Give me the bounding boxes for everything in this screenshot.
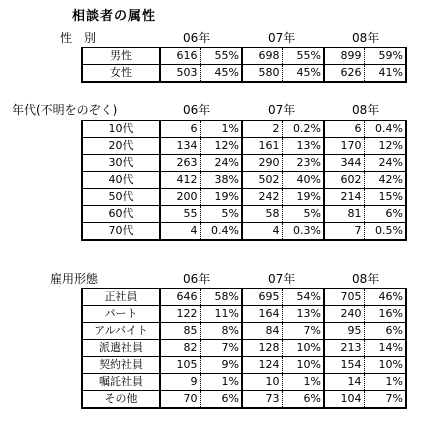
count-cell: 646	[160, 289, 200, 306]
count-cell: 14	[324, 374, 364, 391]
count-cell: 6	[160, 121, 200, 138]
percent-cell: 16%	[364, 306, 406, 323]
percent-cell: 7%	[200, 340, 242, 357]
section-label-employment: 雇用形態	[50, 272, 99, 286]
year-header-08: 08年	[352, 272, 380, 286]
percent-cell: 13%	[282, 306, 324, 323]
count-cell: 81	[324, 206, 364, 223]
percent-cell: 0.3%	[282, 223, 324, 241]
percent-cell: 41%	[364, 65, 406, 83]
count-cell: 9	[160, 374, 200, 391]
row-category: 嘱託社員	[82, 374, 160, 391]
count-cell: 626	[324, 65, 364, 83]
percent-cell: 15%	[364, 189, 406, 206]
percent-cell: 24%	[200, 155, 242, 172]
employment-table	[81, 288, 407, 409]
count-cell: 164	[242, 306, 282, 323]
count-cell: 412	[160, 172, 200, 189]
document-title: 相談者の属性	[72, 9, 157, 24]
count-cell: 2	[242, 121, 282, 138]
section-label-gender: 性 別	[60, 31, 97, 45]
year-header-08: 08年	[352, 31, 380, 45]
table-row	[82, 172, 406, 189]
count-cell: 55	[160, 206, 200, 223]
percent-cell: 6%	[200, 391, 242, 409]
percent-cell: 1%	[282, 374, 324, 391]
row-category: 正社員	[82, 289, 160, 306]
percent-cell: 8%	[200, 323, 242, 340]
row-category: 70代	[82, 223, 160, 241]
count-cell: 7	[324, 223, 364, 241]
gender-table	[81, 47, 407, 83]
percent-cell: 42%	[364, 172, 406, 189]
percent-cell: 12%	[200, 138, 242, 155]
percent-cell: 6%	[282, 391, 324, 409]
count-cell: 698	[242, 48, 282, 65]
year-header-07: 07年	[268, 272, 296, 286]
percent-cell: 55%	[200, 48, 242, 65]
count-cell: 213	[324, 340, 364, 357]
count-cell: 122	[160, 306, 200, 323]
year-header-07: 07年	[268, 31, 296, 45]
count-cell: 105	[160, 357, 200, 374]
count-cell: 161	[242, 138, 282, 155]
row-category: アルバイト	[82, 323, 160, 340]
count-cell: 170	[324, 138, 364, 155]
percent-cell: 9%	[200, 357, 242, 374]
percent-cell: 0.4%	[364, 121, 406, 138]
count-cell: 70	[160, 391, 200, 409]
count-cell: 128	[242, 340, 282, 357]
percent-cell: 0.4%	[200, 223, 242, 241]
section-label-age: 年代(不明をのぞく)	[12, 103, 118, 117]
count-cell: 899	[324, 48, 364, 65]
count-cell: 695	[242, 289, 282, 306]
table-row	[82, 65, 406, 83]
percent-cell: 10%	[282, 357, 324, 374]
count-cell: 104	[324, 391, 364, 409]
table-row	[82, 155, 406, 172]
count-cell: 240	[324, 306, 364, 323]
count-cell: 503	[160, 65, 200, 83]
row-category: 男性	[82, 48, 160, 65]
percent-cell: 10%	[364, 357, 406, 374]
count-cell: 290	[242, 155, 282, 172]
year-header-06: 06年	[183, 272, 211, 286]
percent-cell: 1%	[364, 374, 406, 391]
percent-cell: 6%	[364, 323, 406, 340]
percent-cell: 14%	[364, 340, 406, 357]
table-row	[82, 323, 406, 340]
percent-cell: 59%	[364, 48, 406, 65]
count-cell: 616	[160, 48, 200, 65]
row-category: 60代	[82, 206, 160, 223]
percent-cell: 45%	[200, 65, 242, 83]
table-row	[82, 289, 406, 306]
percent-cell: 0.2%	[282, 121, 324, 138]
percent-cell: 45%	[282, 65, 324, 83]
percent-cell: 6%	[364, 206, 406, 223]
table-row	[82, 357, 406, 374]
percent-cell: 5%	[282, 206, 324, 223]
percent-cell: 58%	[200, 289, 242, 306]
table-row	[82, 223, 406, 241]
table-row	[82, 121, 406, 138]
row-category: 女性	[82, 65, 160, 83]
row-category: 契約社員	[82, 357, 160, 374]
percent-cell: 19%	[200, 189, 242, 206]
age-table	[81, 120, 407, 241]
count-cell: 214	[324, 189, 364, 206]
percent-cell: 1%	[200, 374, 242, 391]
percent-cell: 38%	[200, 172, 242, 189]
percent-cell: 1%	[200, 121, 242, 138]
table-row	[82, 206, 406, 223]
count-cell: 84	[242, 323, 282, 340]
percent-cell: 12%	[364, 138, 406, 155]
count-cell: 502	[242, 172, 282, 189]
count-cell: 4	[160, 223, 200, 241]
percent-cell: 11%	[200, 306, 242, 323]
table-row	[82, 306, 406, 323]
table-row	[82, 340, 406, 357]
row-category: 50代	[82, 189, 160, 206]
row-category: 30代	[82, 155, 160, 172]
percent-cell: 0.5%	[364, 223, 406, 241]
count-cell: 10	[242, 374, 282, 391]
percent-cell: 13%	[282, 138, 324, 155]
row-category: 派遣社員	[82, 340, 160, 357]
count-cell: 242	[242, 189, 282, 206]
percent-cell: 55%	[282, 48, 324, 65]
count-cell: 263	[160, 155, 200, 172]
count-cell: 344	[324, 155, 364, 172]
table-row	[82, 189, 406, 206]
percent-cell: 5%	[200, 206, 242, 223]
year-header-06: 06年	[183, 103, 211, 117]
count-cell: 154	[324, 357, 364, 374]
table-row	[82, 48, 406, 65]
percent-cell: 7%	[282, 323, 324, 340]
percent-cell: 46%	[364, 289, 406, 306]
table-row	[82, 391, 406, 409]
row-category: 10代	[82, 121, 160, 138]
row-category: 20代	[82, 138, 160, 155]
year-header-08: 08年	[352, 103, 380, 117]
count-cell: 124	[242, 357, 282, 374]
count-cell: 6	[324, 121, 364, 138]
percent-cell: 24%	[364, 155, 406, 172]
count-cell: 73	[242, 391, 282, 409]
count-cell: 580	[242, 65, 282, 83]
row-category: 40代	[82, 172, 160, 189]
percent-cell: 19%	[282, 189, 324, 206]
count-cell: 4	[242, 223, 282, 241]
percent-cell: 54%	[282, 289, 324, 306]
percent-cell: 7%	[364, 391, 406, 409]
row-category: パート	[82, 306, 160, 323]
table-row	[82, 374, 406, 391]
count-cell: 58	[242, 206, 282, 223]
table-row	[82, 138, 406, 155]
count-cell: 200	[160, 189, 200, 206]
count-cell: 602	[324, 172, 364, 189]
count-cell: 95	[324, 323, 364, 340]
year-header-06: 06年	[183, 31, 211, 45]
year-header-07: 07年	[268, 103, 296, 117]
row-category: その他	[82, 391, 160, 409]
percent-cell: 23%	[282, 155, 324, 172]
count-cell: 82	[160, 340, 200, 357]
percent-cell: 10%	[282, 340, 324, 357]
percent-cell: 40%	[282, 172, 324, 189]
count-cell: 705	[324, 289, 364, 306]
count-cell: 85	[160, 323, 200, 340]
count-cell: 134	[160, 138, 200, 155]
